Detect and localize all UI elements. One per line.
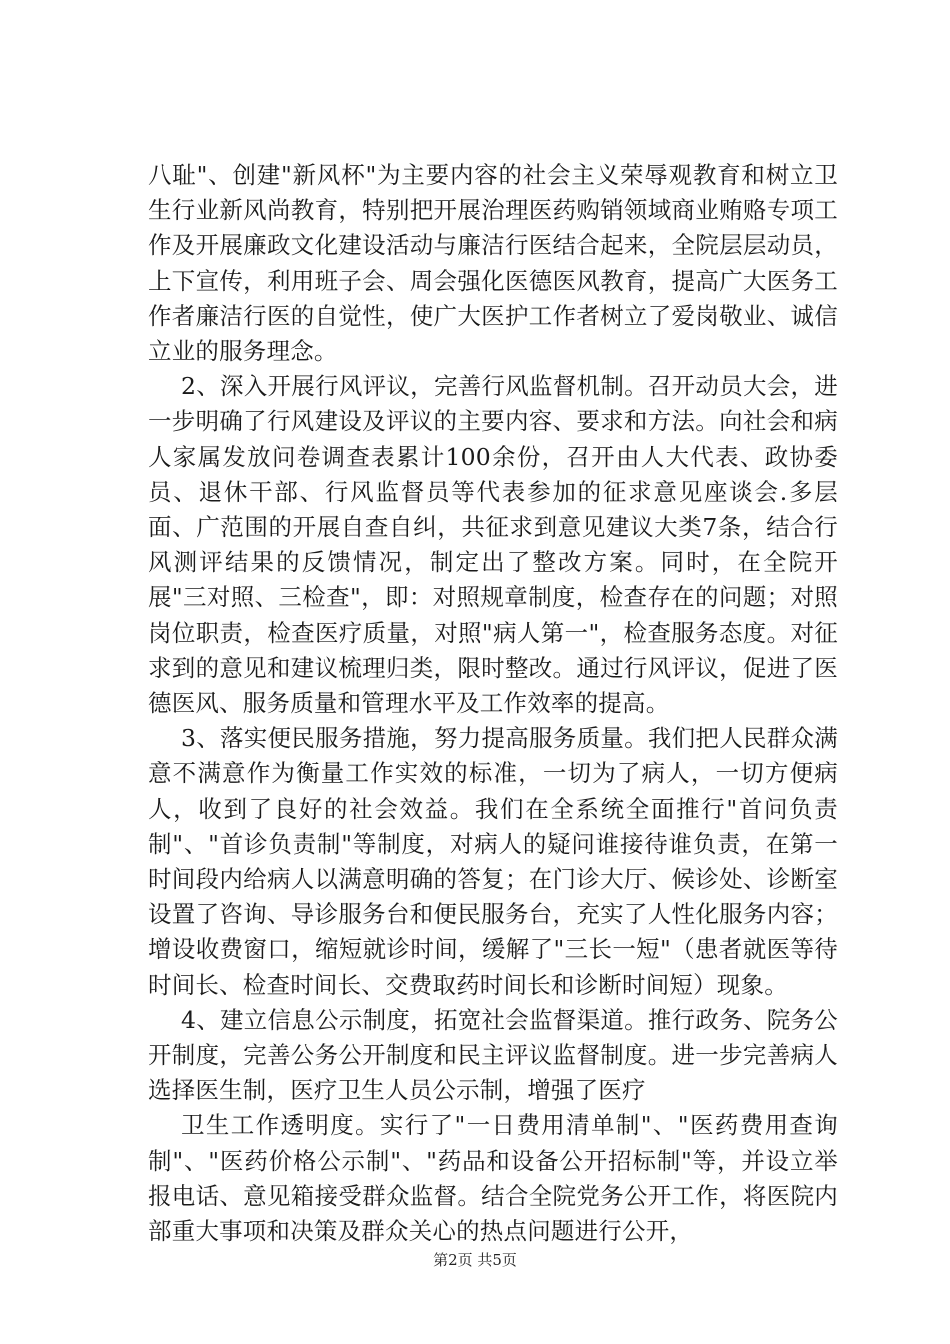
paragraph-4: 4、建立信息公示制度，拓宽社会监督渠道。推行政务、院务公开制度，完善公务公开制度和民主评议监督制度。进一步完善病人选择医生制，医疗卫生人员公示制，增强了医疗 <box>148 1005 838 1105</box>
page-footer: 第2页 共5页 <box>433 1251 517 1269</box>
paragraph-3: 3、落实便民服务措施，努力提高服务质量。我们把人民群众满意不满意作为衡量工作实效的标准，一切为了病人，一切方便病人，收到了良好的社会效益。我们在全系统全面推行"首问负责制"、"首诊负责制"等制度，对病人的疑问谁接待谁负责，在第一时间段内给病人以满意明确的答复；在门诊大厅、候诊处、诊断室设置了咨询、导诊服务台和便民服务台，充实了人性化服务内容；增设收费窗口，缩短就诊时间，缓解了"三长一短"（患者就医等待时间长、检查时间长、交费取药时间长和诊断时间短）现象。 <box>148 724 838 999</box>
paragraph-5: 卫生工作透明度。实行了"一日费用清单制"、"医药费用查询制"、"医药价格公示制"、"药品和设备公开招标制"等，并设立举报电话、意见箱接受群众监督。结合全院党务公开工作，将医院内部重大事项和决策及群众关心的热点问题进行公开， <box>148 1111 838 1246</box>
paragraph-1: 八耻"、创建"新风杯"为主要内容的社会主义荣辱观教育和树立卫生行业新风尚教育，特别把开展治理医药购销领域商业贿赂专项工作及开展廉政文化建设活动与廉洁行医结合起来，全院层层动员，上下宣传，利用班子会、周会强化医德医风教育，提高广大医务工作者廉洁行医的自觉性，使广大医护工作者树立了爱岗敬业、诚信立业的服务理念。 <box>148 161 838 366</box>
paragraph-2: 2、深入开展行风评议，完善行风监督机制。召开动员大会，进一步明确了行风建设及评议的主要内容、要求和方法。向社会和病人家属发放问卷调查表累计100余份，召开由人大代表、政协委员、退休干部、行风监督员等代表参加的征求意见座谈会.多层面、广范围的开展自查自纠，共征求到意见建议大类7条，结合行风测评结果的反馈情况，制定出了整改方案。同时，在全院开展"三对照、三检查"，即：对照规章制度，检查存在的问题；对照岗位职责，检查医疗质量，对照"病人第一"，检查服务态度。对征求到的意见和建议梳理归类，限时整改。通过行风评议，促进了医德医风、服务质量和管理水平及工作效率的提高。 <box>148 372 838 718</box>
document-body <box>148 158 838 1249</box>
